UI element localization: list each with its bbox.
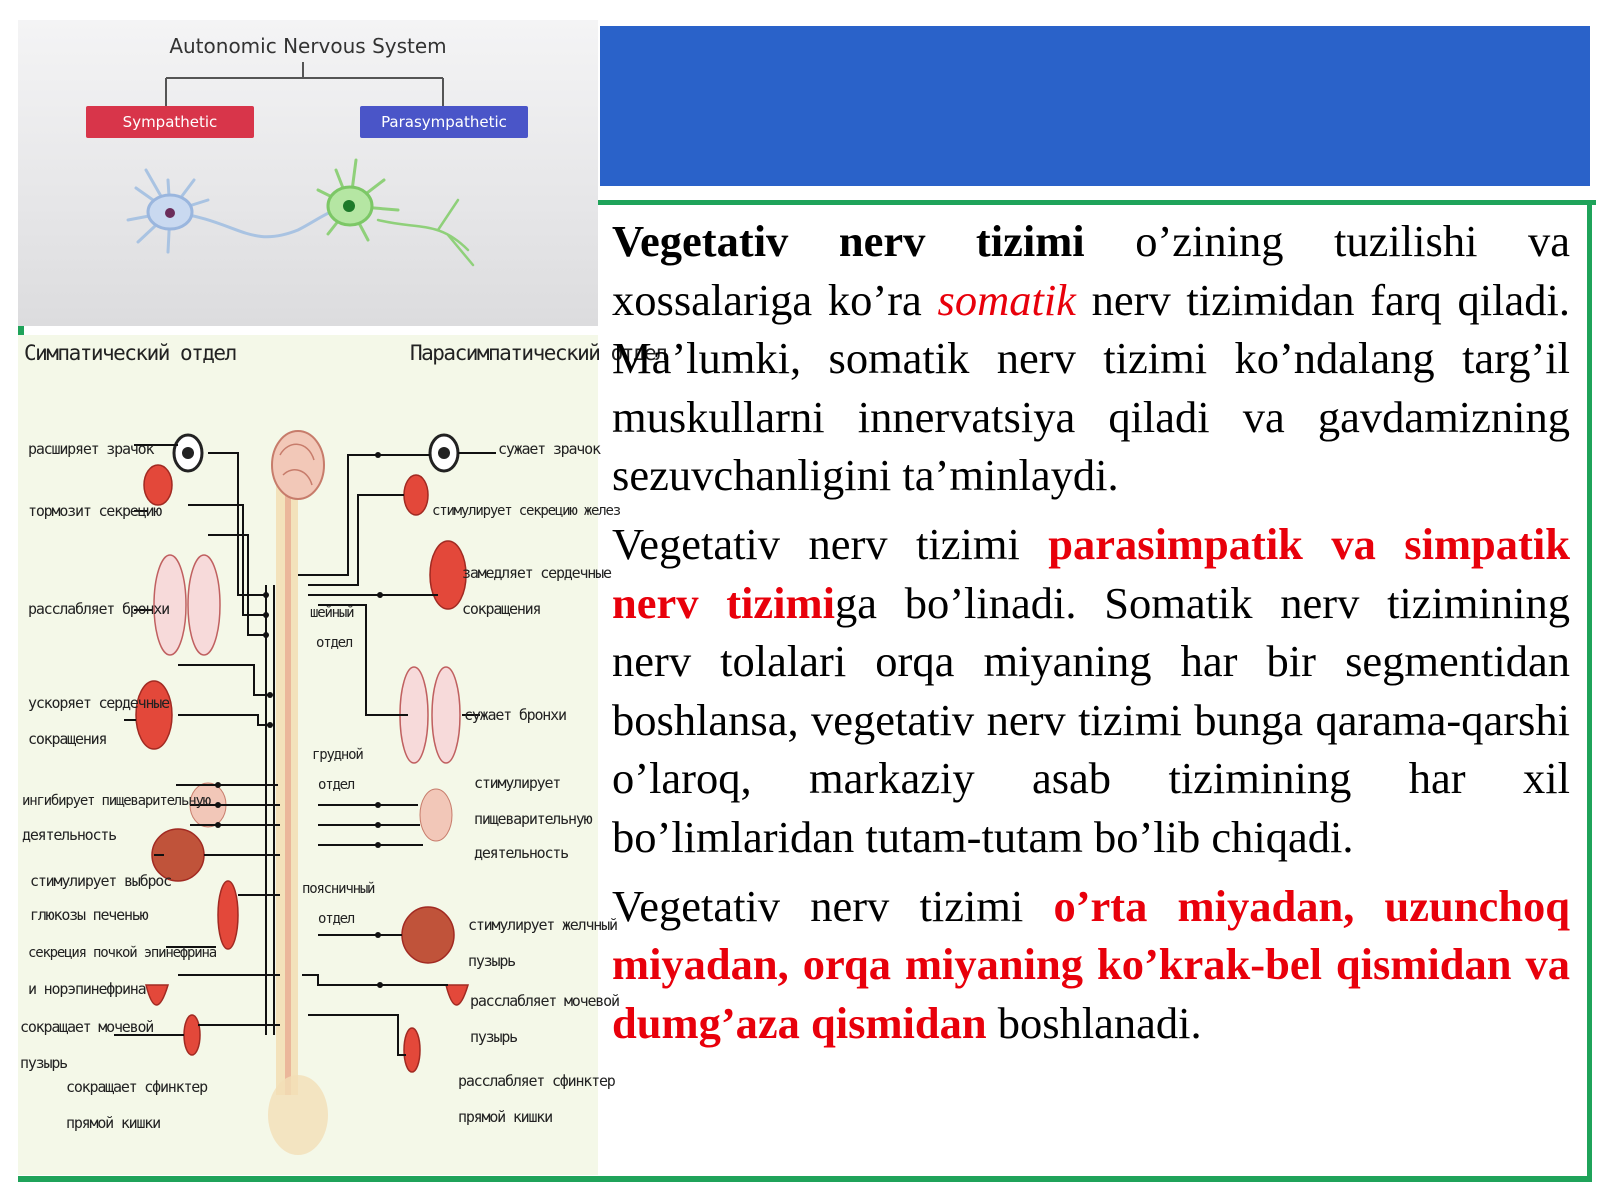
lungs-icon-right (400, 667, 460, 763)
main-text (612, 212, 1570, 1062)
left-label: секреция почкой эпинефрина (28, 945, 216, 961)
bladder-icon-right (446, 985, 468, 1005)
stomach-icon-right (420, 789, 452, 841)
right-label: сужает бронхи (464, 706, 566, 724)
spine-label: отдел (318, 777, 355, 793)
left-label: стимулирует выброс (30, 872, 171, 890)
text-run: ga bo’linadi. Somatik nerv tizimining nerv tolalari orqa miyaning har bir segmentidan boshlansa, vegetativ nerv tizimi bunga qarama-qarshi o’laroq, markaziy asab tizimining har xil bo’limlaridan tutam-tutam bo’lib chiqadi. (612, 577, 1570, 862)
ans-title: Autonomic Nervous System (169, 34, 447, 58)
left-label: глюкозы печенью (30, 906, 148, 924)
text-run: o’zining tuzilishi va xossalariga ko’ra (612, 216, 1571, 325)
right-label: прямой кишки (458, 1108, 552, 1126)
eye-icon-left (174, 435, 202, 471)
spine-label: поясничный (302, 881, 375, 897)
right-label: сужает зрачок (498, 440, 600, 458)
frame-left-stub (18, 325, 24, 335)
gland-icon-left (144, 465, 172, 505)
term-highlight: parasimpatik va simpatik nerv tizimi (612, 518, 1570, 628)
text-run: boshlanadi. (986, 997, 1202, 1048)
frame-top-border (598, 200, 1596, 205)
parasympathetic-neuron-icon (318, 160, 473, 265)
spine-label: отдел (316, 635, 353, 651)
right-label: стимулирует (474, 774, 561, 792)
paragraph-3 (612, 877, 1570, 1053)
term-highlight: Vegetativ nerv tizimi (612, 216, 1085, 266)
right-label: сокращения (462, 600, 541, 618)
right-label: пищеварительную (474, 810, 592, 828)
spine-label: отдел (318, 911, 355, 927)
parasympathetic-box: Parasympathetic (360, 106, 528, 138)
term-highlight: o’rta miyadan, uzunchoq miyadan, orqa miyaning ko’krak-bel qismidan va dumg’aza qismidan (612, 880, 1570, 1048)
paragraph-1 (612, 212, 1570, 505)
spine-label: шейный (310, 605, 354, 621)
nervous-system-diagram (18, 335, 667, 1175)
left-label: прямой кишки (66, 1114, 160, 1132)
left-label: и норэпинефрина (28, 980, 146, 998)
right-label: замедляет сердечные (462, 564, 611, 582)
right-label: расслабляет сфинктер (458, 1072, 615, 1090)
text-run: Vegetativ nerv tizimi (612, 880, 1054, 931)
ans-figure (18, 20, 598, 326)
frame-bottom-border (18, 1176, 1592, 1182)
text-run: nerv tizimidan farq qiladi. Ma’lumki, somatik nerv tizimi ko’ndalang targ’il muskullarni innervatsiya qiladi va gavdamizning sezuvchanligini ta’minlaydi. (612, 274, 1571, 501)
paragraph-2 (612, 515, 1570, 867)
right-label: деятельность (474, 844, 568, 862)
ans-connector-lines (18, 20, 598, 326)
sympathetic-neuron-icon (128, 170, 350, 252)
left-label: сокращает сфинктер (66, 1078, 207, 1096)
gland-icon-right (404, 475, 428, 515)
sympathetic-heading: Симпатический отдел (24, 341, 236, 365)
diagram-graphics (18, 335, 598, 1175)
left-label: расслабляет бронхи (28, 600, 169, 618)
left-label: сокращения (28, 730, 107, 748)
left-label: пузырь (20, 1054, 67, 1072)
spine-label: грудной (312, 747, 363, 763)
parasympathetic-heading: Парасимпатический отдел (410, 341, 667, 365)
term-highlight: somatik (937, 274, 1076, 325)
left-label: расширяет зрачок (28, 440, 154, 458)
left-label: деятельность (22, 826, 116, 844)
left-label: ингибирует пищеварительную (22, 793, 210, 809)
rectum-icon-left (184, 1015, 200, 1055)
right-label: стимулирует секрецию желез (432, 503, 620, 519)
liver-icon-right (402, 907, 454, 963)
right-label: стимулирует желчный (468, 916, 617, 934)
rectum-icon-right (404, 1028, 420, 1072)
eye-icon-right (430, 435, 458, 471)
left-label: сокращает мочевой (20, 1018, 154, 1036)
heart-icon-left (136, 681, 172, 749)
kidney-icon-left (218, 881, 238, 949)
right-label: пузырь (468, 952, 515, 970)
left-label: тормозит секрецию (28, 502, 162, 520)
bladder-icon-left (146, 985, 168, 1005)
right-label: пузырь (470, 1028, 517, 1046)
text-run: Vegetativ nerv tizimi (612, 518, 1049, 569)
left-label: ускоряет сердечные (28, 694, 169, 712)
heart-icon-right (430, 541, 466, 609)
brain-icon (272, 431, 324, 499)
right-label: расслабляет мочевой (470, 992, 619, 1010)
header-band (600, 26, 1590, 186)
frame-right-border (1587, 200, 1592, 1182)
sympathetic-box: Sympathetic (86, 106, 254, 138)
